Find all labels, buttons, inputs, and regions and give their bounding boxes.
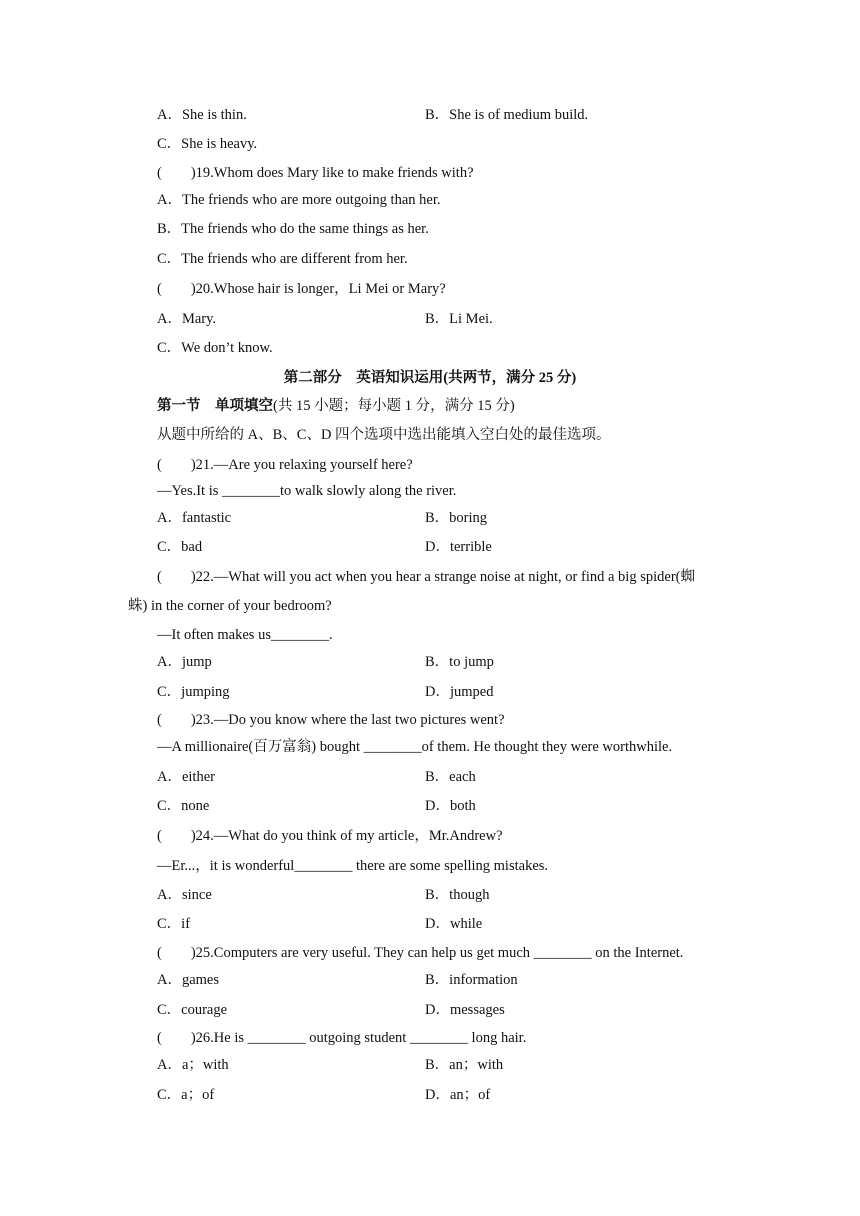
q18-option-a: A．She is thin. [157, 107, 247, 123]
q23-option-a: A．either [157, 769, 215, 785]
q26-option-c: C．a；of [157, 1087, 215, 1103]
q20-option-c: C．We don’t know. [157, 340, 273, 356]
q23-option-b: B．each [425, 769, 476, 785]
q21-option-b: B．boring [425, 510, 488, 526]
section1-title [157, 397, 515, 415]
q24-option-c: C．if [157, 916, 191, 932]
q24-reply: —Er...，it is wonderful________ there are some spelling mistakes. [157, 858, 549, 874]
section1-title-rest: (共 15 小题；每小题 1 分，满分 15 分) [273, 398, 515, 414]
q25-option-d: D．messages [425, 1002, 505, 1018]
q23-stem: ( )23.—Do you know where the last two pictures went? [157, 712, 505, 728]
q20-option-a: A．Mary. [157, 311, 217, 327]
q25-stem: ( )25.Computers are very useful. They can help us get much ________ on the Internet. [157, 945, 684, 961]
q22-option-a: A．jump [157, 654, 212, 670]
q26-option-a: A．a；with [157, 1057, 229, 1073]
q22-reply: —It often makes us________. [157, 627, 333, 643]
q25-option-c: C．courage [157, 1002, 228, 1018]
q26-stem: ( )26.He is ________ outgoing student ________ long hair. [157, 1030, 527, 1046]
q25-option-a: A．games [157, 972, 220, 988]
q26-option-b: B．an；with [425, 1057, 504, 1073]
q19-option-a: A．The friends who are more outgoing than her. [157, 192, 441, 208]
q22-stem-line2: 蛛) in the corner of your bedroom? [128, 598, 332, 614]
part2-title: 第二部分 英语知识运用(共两节，满分 25 分) [283, 370, 577, 386]
q26-option-d: D．an；of [425, 1087, 491, 1103]
q23-reply: —A millionaire(百万富翁) bought ________of them. He thought they were worthwhile. [157, 739, 673, 755]
q22-stem-line1: ( )22.—What will you act when you hear a strange noise at night, or find a big spider(蜘 [157, 569, 695, 585]
q18-option-b: B．She is of medium build. [425, 107, 589, 123]
q23-option-d: D．both [425, 798, 476, 814]
q22-option-b: B．to jump [425, 654, 494, 670]
q24-option-b: B．though [425, 887, 490, 903]
q21-stem: ( )21.—Are you relaxing yourself here? [157, 457, 413, 473]
section1-instruction: 从题中所给的 A、B、C、D 四个选项中选出能填入空白处的最佳选项。 [157, 427, 611, 443]
q21-option-d: D．terrible [425, 539, 492, 555]
q21-reply: —Yes.It is ________to walk slowly along the river. [157, 483, 457, 499]
q21-option-c: C．bad [157, 539, 203, 555]
q19-option-b: B．The friends who do the same things as her. [157, 221, 429, 237]
q21-option-a: A．fantastic [157, 510, 232, 526]
section1-title-bold: 第一节 单项填空 [157, 398, 273, 414]
q22-option-d: D．jumped [425, 684, 494, 700]
q18-option-c: C．She is heavy. [157, 136, 258, 152]
q22-option-c: C．jumping [157, 684, 230, 700]
q23-option-c: C．none [157, 798, 210, 814]
q24-option-a: A．since [157, 887, 212, 903]
q20-stem: ( )20.Whose hair is longer，Li Mei or Mary? [157, 281, 446, 297]
q24-stem: ( )24.—What do you think of my article，Mr.Andrew? [157, 828, 503, 844]
q19-stem: ( )19.Whom does Mary like to make friends with? [157, 165, 474, 181]
q24-option-d: D．while [425, 916, 483, 932]
q25-option-b: B．information [425, 972, 518, 988]
q20-option-b: B．Li Mei. [425, 311, 493, 327]
q19-option-c: C．The friends who are different from her. [157, 251, 408, 267]
